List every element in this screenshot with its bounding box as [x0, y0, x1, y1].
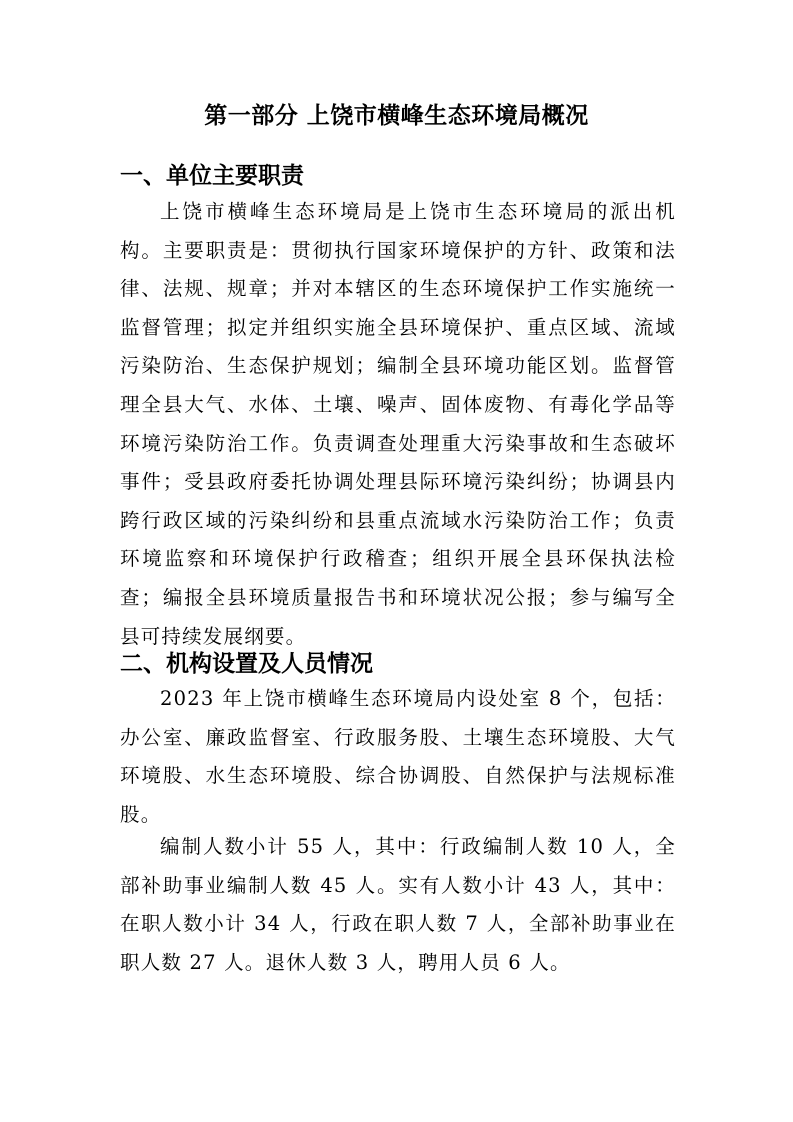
staffing-paragraph: 编制人数小计 55 人，其中：行政编制人数 10 人，全部补助事业编制人数 45 人。实有人数小计 43 人，其中：在职人数小计 34 人，行政在职人数 7 人，全部补助事业在职人数 27 人。退休人数 3 人，聘用人员 6 人。	[120, 835, 676, 974]
section-heading-organization: 二、机构设置及人员情况	[120, 651, 373, 677]
organization-paragraph: 2023 年上饶市横峰生态环境局内设处室 8 个，包括：办公室、廉政监督室、行政服务股、土壤生态环境股、大气环境股、水生态环境股、综合协调股、自然保护与法规标准股。	[120, 687, 676, 826]
document-title: 第一部分 上饶市横峰生态环境局概况	[204, 103, 589, 129]
responsibilities-paragraph: 上饶市横峰生态环境局是上饶市生态环境局的派出机构。主要职责是：贯彻执行国家环境保护的方针、政策和法律、法规、规章；并对本辖区的生态环境保护工作实施统一监督管理；拟定并组织实施全县环境保护、重点区域、流域污染防治、生态保护规划；编制全县环境功能区划。监督管理全县大气、水体、土壤、噪声、固体废物、有毒化学品等环境污染防治工作。负责调查处理重大污染事故和生态破坏事件；受县政府委托协调处理县际环境污染纠纷；协调县内跨行政区域的污染纠纷和县重点流域水污染防治工作；负责环境监察和环境保护行政稽查；组织开展全县环保执法检查；编报全县环境质量报告书和环境状况公报；参与编写全县可持续发展纲要。	[120, 200, 676, 648]
section-heading-responsibilities: 一、单位主要职责	[120, 163, 304, 189]
